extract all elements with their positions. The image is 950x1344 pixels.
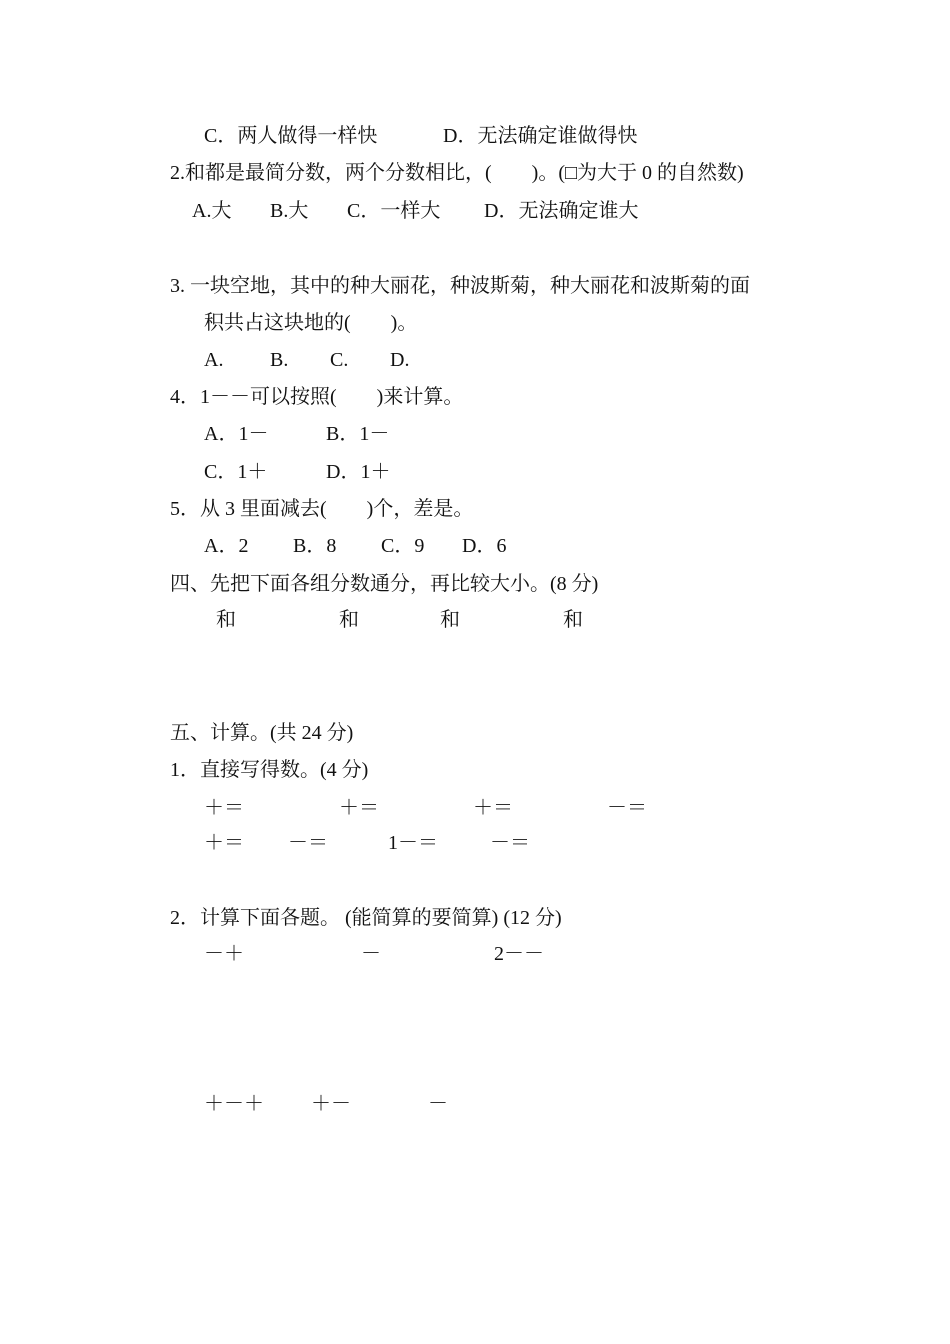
part2-row2-item-2: ＋－ — [311, 1093, 351, 1115]
q3-stem-line2: 积共占这块地的( )。 — [204, 312, 418, 334]
section5-part2-title: 2．计算下面各题。 (能简算的要简算) (12 分) — [170, 907, 562, 929]
part1-row2-item-3: 1－＝ — [388, 832, 438, 854]
part1-row1-item-3: ＋＝ — [473, 797, 513, 819]
q5-option-d: D．6 — [462, 535, 507, 557]
part2-row1-item-2: － — [361, 943, 381, 965]
q3-stem-line1: 3. 一块空地，其中的种大丽花，种波斯菊，种大丽花和波斯菊的面 — [170, 275, 750, 297]
part1-row1-item-2: ＋＝ — [339, 797, 379, 819]
q5-option-b: B．8 — [293, 535, 337, 557]
part1-row2-item-2: －＝ — [288, 832, 328, 854]
q3-option-c: C. — [330, 349, 349, 371]
q1-options-row — [0, 123, 950, 149]
q2-options-row — [0, 198, 950, 224]
q5-option-a: A．2 — [204, 535, 249, 557]
part1-row2-item-1: ＋＝ — [204, 832, 244, 854]
part1-row1-item-4: －＝ — [607, 797, 647, 819]
q4-option-c: C．1＋ — [204, 461, 268, 483]
section4-pair-2: 和 — [339, 609, 359, 631]
q1-option-c: C．两人做得一样快 — [204, 125, 378, 147]
part2-row2-item-3: － — [428, 1093, 448, 1115]
part2-row1-item-3: 2－－ — [494, 943, 544, 965]
section4-pair-4: 和 — [563, 609, 583, 631]
q4-option-b: B．1－ — [326, 423, 390, 445]
section4-pairs-row — [0, 607, 950, 633]
part2-row1-item-1: －＋ — [204, 943, 244, 965]
section5-part1-title: 1．直接写得数。(4 分) — [170, 759, 369, 781]
part2-row2-item-1: ＋－＋ — [204, 1093, 264, 1115]
q2-option-b: B.大 — [270, 200, 309, 222]
q4-options-row2 — [0, 459, 950, 485]
part1-row1-item-1: ＋＝ — [204, 797, 244, 819]
q2-option-a: A.大 — [192, 200, 232, 222]
q3-option-a: A. — [204, 349, 224, 371]
section4-pair-1: 和 — [216, 609, 236, 631]
q2-option-d: D．无法确定谁大 — [484, 200, 639, 222]
q1-option-d: D．无法确定谁做得快 — [443, 125, 638, 147]
q4-options-row1 — [0, 421, 950, 447]
section5-part1-row2 — [0, 830, 950, 856]
q4-stem: 4．1－－可以按照( )来计算。 — [170, 386, 464, 408]
q5-stem: 5．从 3 里面减去( )个，差是。 — [170, 498, 474, 520]
q2-option-c: C．一样大 — [347, 200, 441, 222]
section5-part2-row2 — [0, 1091, 950, 1117]
q2-stem: 2.和都是最简分数，两个分数相比，( )。(□为大于 0 的自然数) — [170, 162, 744, 184]
q4-option-a: A．1－ — [204, 423, 269, 445]
q3-options-row — [0, 347, 950, 373]
section4-title: 四、先把下面各组分数通分，再比较大小。(8 分) — [170, 573, 599, 595]
part1-row2-item-4: －＝ — [490, 832, 530, 854]
section5-part1-row1 — [0, 795, 950, 821]
q5-options-row — [0, 533, 950, 559]
q3-option-d: D. — [390, 349, 410, 371]
q3-option-b: B. — [270, 349, 289, 371]
section4-pair-3: 和 — [440, 609, 460, 631]
q5-option-c: C．9 — [381, 535, 425, 557]
q4-option-d: D．1＋ — [326, 461, 391, 483]
section5-title: 五、计算。(共 24 分) — [170, 722, 354, 744]
section5-part2-row1 — [0, 941, 950, 967]
